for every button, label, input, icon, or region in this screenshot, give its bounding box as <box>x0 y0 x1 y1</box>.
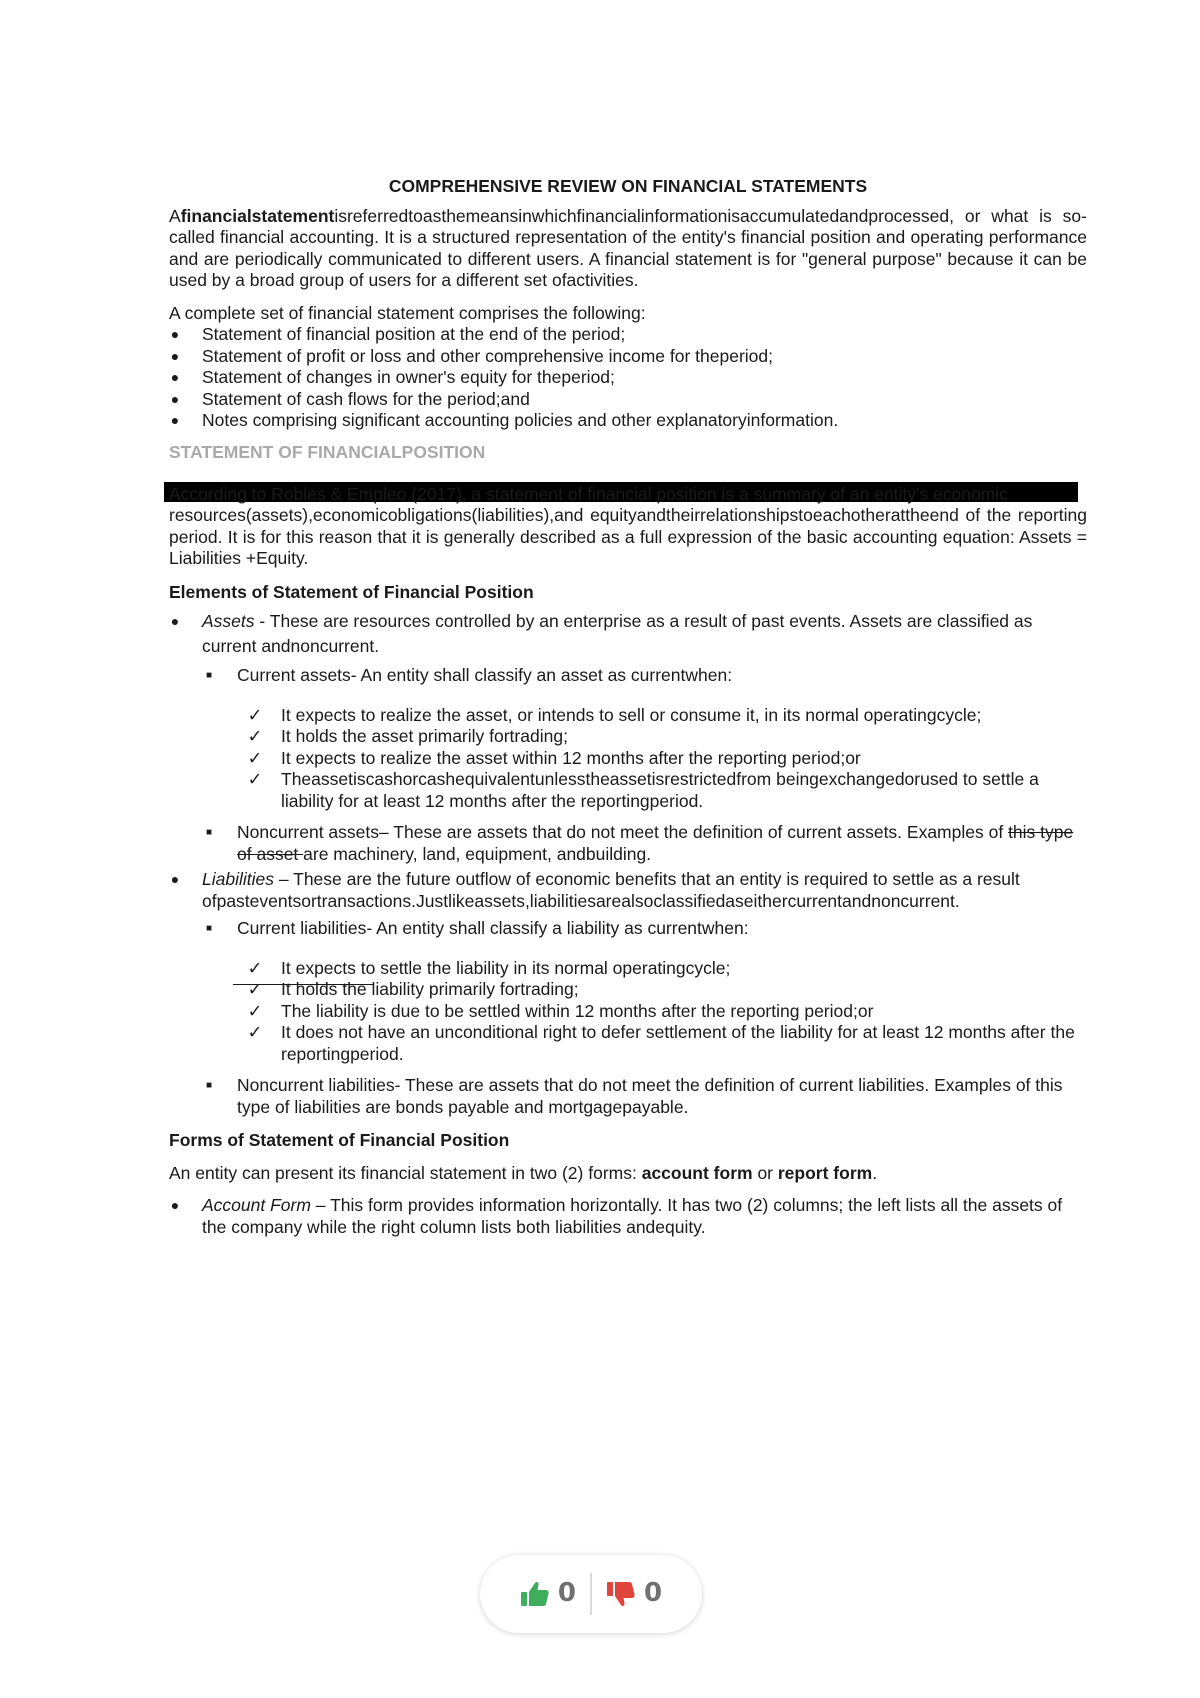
check-item <box>169 979 1087 1001</box>
check-item-text: It does not have an unconditional right to defer settlement of the liability for at least 12 months after the reportingperiod. <box>281 1022 1075 1064</box>
check-item <box>169 726 1087 748</box>
checkmark-icon: ✓ <box>247 1022 263 1042</box>
thumbs-up-icon <box>520 1580 550 1608</box>
list-item <box>169 367 1087 389</box>
bullet-icon: ● <box>170 369 180 385</box>
current-assets-label: Current assets- An entity shall classify an asset as currentwhen: <box>237 665 733 685</box>
bullet-icon: ● <box>170 1197 180 1213</box>
sfp-paragraph: resources(assets),economicobligations(liabilities),and equityandtheirrelationshipstoeachotherattheend of the reporting period. It is for this reason that it is generally described as a full expression of the basic accounting equation: Assets = Liabilities +Equity. <box>169 505 1087 568</box>
current-assets-item <box>169 665 1087 687</box>
square-bullet-icon: ■ <box>205 670 213 681</box>
check-item-text: It expects to settle the liability in its normal operatingcycle; <box>281 957 731 978</box>
downvote-button[interactable] <box>592 1580 676 1608</box>
assets-text: - These are resources controlled by an enterprise as a result of past events. Assets are classified as current andnoncurrent. <box>202 611 1033 656</box>
current-liabilities-label: Current liabilities- An entity shall classify a liability as currentwhen: <box>237 918 749 938</box>
liabilities-item <box>169 869 1087 912</box>
checkmark-icon: ✓ <box>247 957 263 978</box>
list-item-text: Statement of profit or loss and other comprehensive income for theperiod; <box>202 345 773 366</box>
thumbs-down-icon <box>606 1580 636 1608</box>
noncurrent-assets-list <box>169 822 1087 940</box>
forms-intro-lead: An entity can present its financial statement in two (2) forms: <box>169 1162 642 1183</box>
liabilities-text: – These are the future outflow of economic benefits that an entity is required to settle as a result ofpasteventsortransactions.Justlikeassets,liabilitiesarealsoclassifiedaseithercurrentandnoncurrent. <box>202 869 1020 911</box>
check-item-text: It holds the liability primarily fortrading; <box>281 979 579 999</box>
checkmark-icon: ✓ <box>247 979 263 999</box>
complete-set-lead: A complete set of financial statement comprises the following: <box>169 302 646 323</box>
checkmark-icon: ✓ <box>247 726 263 746</box>
noncurrent-liabilities-item <box>169 1075 1087 1118</box>
elements-heading: Elements of Statement of Financial Position <box>169 581 534 602</box>
account-form-term: account form <box>641 1162 753 1183</box>
assets-item <box>169 609 1087 659</box>
sfp-heading: STATEMENT OF FINANCIALPOSITION <box>169 441 486 462</box>
bullet-icon: ● <box>170 871 180 887</box>
upvote-button[interactable] <box>506 1580 590 1608</box>
vote-widget <box>480 1555 702 1633</box>
bullet-icon: ● <box>170 390 180 407</box>
forms-intro <box>169 1163 1087 1185</box>
assets-term: Assets <box>202 611 255 631</box>
bullet-icon: ● <box>170 613 180 629</box>
list-item <box>169 346 1087 368</box>
document-title: COMPREHENSIVE REVIEW ON FINANCIAL STATEMENTS <box>388 176 868 196</box>
checkmark-icon: ✓ <box>247 1000 263 1021</box>
check-item <box>169 769 1087 812</box>
check-item <box>169 705 1087 727</box>
check-item <box>169 958 1087 980</box>
check-item-text: Theassetiscashorcashequivalentunlesstheassetisrestrictedfrom beingexchangedorused to settle a liability for at least 12 months after the reportingperiod. <box>281 769 1039 811</box>
forms-list <box>169 1195 1087 1238</box>
liabilities-term: Liabilities <box>202 869 274 889</box>
list-item-text: Statement of financial position at the end of the period; <box>202 324 626 344</box>
intro-bold-term: financialstatement <box>180 205 335 226</box>
check-item-text: The liability is due to be settled within 12 months after the reporting period;or <box>281 1000 874 1021</box>
noncurrent-liabilities-text: Noncurrent liabilities- These are assets that do not meet the definition of current liabilities. Examples of this type of liabilities are bonds payable and mortgagepayable. <box>237 1075 1063 1117</box>
intro-lead: A <box>169 205 181 226</box>
bullet-icon: ● <box>170 347 180 364</box>
elements-list <box>169 609 1087 687</box>
checkmark-icon: ✓ <box>247 704 263 725</box>
sfp-partial-line: According to Robles & Empleo (2017), a statement of financial position is a summary of an entity's economic <box>169 483 1008 504</box>
current-liabilities-checklist <box>169 958 1087 1066</box>
complete-set-list <box>169 324 1087 432</box>
upvote-count: 0 <box>557 1578 576 1609</box>
list-item-text: Notes comprising significant accounting policies and other explanatoryinformation. <box>202 410 839 430</box>
square-bullet-icon: ■ <box>205 1080 213 1091</box>
noncurrent-assets-text: Noncurrent assets– These are assets that do not meet the definition of current assets. Examples of <box>237 822 1009 842</box>
check-item <box>169 748 1087 770</box>
check-item <box>169 1022 1087 1065</box>
noncurrent-assets-item <box>169 822 1087 865</box>
noncurrent-assets-tail: are machinery, land, equipment, andbuilding. <box>303 843 652 864</box>
account-form-text: – This form provides information horizontally. It has two (2) columns; the left lists all the assets of the company while the right column lists both liabilities andequity. <box>202 1195 1063 1237</box>
square-bullet-icon: ■ <box>205 827 213 838</box>
square-bullet-icon: ■ <box>205 923 213 934</box>
list-item-text: Statement of cash flows for the period;and <box>202 388 530 409</box>
current-liabilities-item <box>169 918 1087 940</box>
bullet-icon: ● <box>170 326 180 342</box>
account-form-item <box>169 1195 1087 1238</box>
report-form-term: report form <box>777 1162 873 1183</box>
list-item <box>169 324 1087 346</box>
document-body <box>169 176 1087 1238</box>
bullet-icon: ● <box>170 412 180 428</box>
check-item-text: It expects to realize the asset, or intends to sell or consume it, in its normal operatingcycle; <box>281 704 982 725</box>
forms-heading: Forms of Statement of Financial Position <box>169 1130 510 1150</box>
intro-paragraph <box>169 206 1087 292</box>
list-item-text: Statement of changes in owner's equity for theperiod; <box>202 367 615 387</box>
check-item-text: It expects to realize the asset within 12 months after the reporting period;or <box>281 747 861 768</box>
checkmark-icon: ✓ <box>247 747 263 768</box>
intro-text: isreferredtoasthemeansinwhichfinancialinformationisaccumulatedandprocessed, or what is so-called financial accounting. It is a structured representation of the entity's financial position and operating performance and are periodically communicated to different users. A financial statement is for "general purpose" because it can be used by a broad group of users for a different set ofactivities. <box>169 205 1087 290</box>
checkmark-icon: ✓ <box>247 769 263 789</box>
forms-intro-end: . <box>872 1162 878 1183</box>
list-item <box>169 410 1087 432</box>
struck-text: this type of asset <box>237 822 1074 864</box>
current-assets-checklist <box>169 705 1087 813</box>
downvote-count: 0 <box>644 1578 663 1609</box>
forms-intro-or: or <box>752 1162 778 1183</box>
noncurrent-liabilities-list <box>169 1075 1087 1118</box>
account-form-label: Account Form <box>202 1195 311 1215</box>
list-item <box>169 389 1087 411</box>
check-item-text: It holds the asset primarily fortrading; <box>281 726 568 746</box>
check-item <box>169 1001 1087 1023</box>
